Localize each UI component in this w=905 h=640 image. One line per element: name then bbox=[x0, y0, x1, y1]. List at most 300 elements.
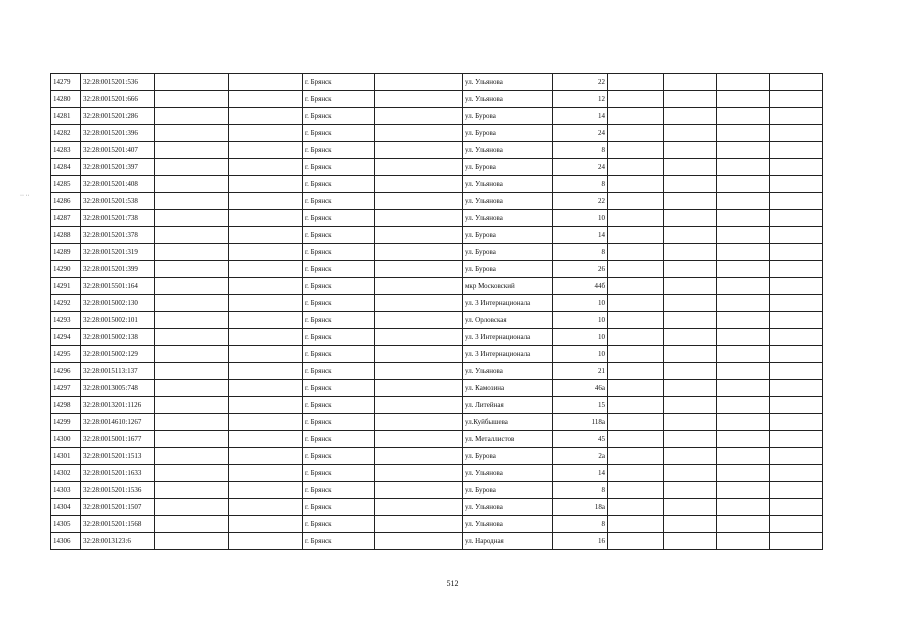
table-cell bbox=[155, 329, 229, 346]
table-cell bbox=[664, 363, 717, 380]
table-cell: г. Брянск bbox=[303, 74, 375, 91]
table-cell: 32:28:0015002:101 bbox=[81, 312, 155, 329]
table-cell: 22 bbox=[553, 74, 608, 91]
table-cell: 45 bbox=[553, 431, 608, 448]
table-cell: 14288 bbox=[51, 227, 81, 244]
table-cell: 14299 bbox=[51, 414, 81, 431]
table-cell bbox=[375, 244, 463, 261]
table-row bbox=[51, 448, 823, 465]
table-cell: г. Брянск bbox=[303, 414, 375, 431]
table-cell bbox=[608, 533, 664, 550]
table-cell bbox=[155, 380, 229, 397]
table-cell: 46а bbox=[553, 380, 608, 397]
table-cell bbox=[717, 91, 770, 108]
table-row bbox=[51, 516, 823, 533]
table-cell bbox=[375, 516, 463, 533]
table-cell bbox=[770, 108, 823, 125]
table-cell: 2а bbox=[553, 448, 608, 465]
table-cell bbox=[664, 108, 717, 125]
table-cell bbox=[664, 142, 717, 159]
table-cell bbox=[770, 431, 823, 448]
table-cell: 14279 bbox=[51, 74, 81, 91]
table-cell bbox=[375, 295, 463, 312]
table-cell: 16 bbox=[553, 533, 608, 550]
table-cell bbox=[229, 414, 303, 431]
table-cell: 14 bbox=[553, 108, 608, 125]
table-cell bbox=[229, 465, 303, 482]
table-row bbox=[51, 295, 823, 312]
table-cell bbox=[608, 363, 664, 380]
table-cell: ул. Литейная bbox=[463, 397, 553, 414]
table-cell bbox=[664, 278, 717, 295]
table-cell bbox=[608, 414, 664, 431]
table-cell: 26 bbox=[553, 261, 608, 278]
table-cell bbox=[608, 295, 664, 312]
table-cell bbox=[770, 312, 823, 329]
table-cell: 32:28:0015201:1513 bbox=[81, 448, 155, 465]
table-row bbox=[51, 261, 823, 278]
table-cell bbox=[717, 227, 770, 244]
table-cell bbox=[717, 431, 770, 448]
table-cell bbox=[155, 227, 229, 244]
table-cell bbox=[770, 193, 823, 210]
table-cell bbox=[717, 295, 770, 312]
table-row bbox=[51, 482, 823, 499]
table-cell bbox=[770, 397, 823, 414]
table-cell bbox=[375, 499, 463, 516]
page-number: 512 bbox=[446, 579, 459, 588]
table-row bbox=[51, 465, 823, 482]
table-cell: 32:28:0015201:738 bbox=[81, 210, 155, 227]
table-cell: 14306 bbox=[51, 533, 81, 550]
table-cell: 32:28:0015201:408 bbox=[81, 176, 155, 193]
table-cell: ул. Бурова bbox=[463, 448, 553, 465]
table-row bbox=[51, 346, 823, 363]
table-cell: ул. 3 Интернационала bbox=[463, 329, 553, 346]
table-cell bbox=[717, 159, 770, 176]
table-cell bbox=[770, 210, 823, 227]
table-cell bbox=[608, 159, 664, 176]
table-row bbox=[51, 176, 823, 193]
table-cell: 32:28:0015113:137 bbox=[81, 363, 155, 380]
table-cell bbox=[608, 431, 664, 448]
table-cell: ул. Орловская bbox=[463, 312, 553, 329]
table-cell bbox=[664, 261, 717, 278]
table-cell bbox=[608, 74, 664, 91]
table-cell bbox=[664, 465, 717, 482]
table-cell: ул. Бурова bbox=[463, 482, 553, 499]
table-row bbox=[51, 414, 823, 431]
table-cell bbox=[155, 176, 229, 193]
table-cell: 32:28:0013201:1126 bbox=[81, 397, 155, 414]
table-cell: 14298 bbox=[51, 397, 81, 414]
table-cell bbox=[717, 74, 770, 91]
table-cell: г. Брянск bbox=[303, 91, 375, 108]
table-cell: ул. Бурова bbox=[463, 108, 553, 125]
table-cell bbox=[375, 210, 463, 227]
table-cell bbox=[229, 125, 303, 142]
table-cell: 32:28:0013123:6 bbox=[81, 533, 155, 550]
table-cell bbox=[770, 533, 823, 550]
table-cell bbox=[608, 210, 664, 227]
table-row bbox=[51, 312, 823, 329]
table-cell bbox=[770, 74, 823, 91]
table-cell bbox=[664, 346, 717, 363]
table-cell bbox=[770, 363, 823, 380]
table-cell bbox=[608, 312, 664, 329]
table-row bbox=[51, 397, 823, 414]
table-row bbox=[51, 210, 823, 227]
table-cell: ул. Ульянова bbox=[463, 193, 553, 210]
table-cell: 14301 bbox=[51, 448, 81, 465]
table-cell bbox=[229, 329, 303, 346]
table-cell: г. Брянск bbox=[303, 482, 375, 499]
table-cell bbox=[608, 142, 664, 159]
table-cell bbox=[717, 397, 770, 414]
table-cell bbox=[608, 125, 664, 142]
table-cell bbox=[229, 159, 303, 176]
table-cell bbox=[229, 261, 303, 278]
table-cell: г. Брянск bbox=[303, 465, 375, 482]
table-cell bbox=[717, 465, 770, 482]
table-cell bbox=[770, 227, 823, 244]
table-cell bbox=[770, 499, 823, 516]
table-cell bbox=[229, 482, 303, 499]
table-cell: г. Брянск bbox=[303, 108, 375, 125]
table-cell bbox=[229, 380, 303, 397]
table-cell bbox=[717, 363, 770, 380]
table-cell bbox=[664, 125, 717, 142]
table-cell: 14281 bbox=[51, 108, 81, 125]
table-cell bbox=[229, 74, 303, 91]
table-cell: 14292 bbox=[51, 295, 81, 312]
table-cell bbox=[375, 329, 463, 346]
table-cell bbox=[155, 397, 229, 414]
table-cell bbox=[155, 295, 229, 312]
table-cell bbox=[770, 516, 823, 533]
table-cell bbox=[155, 210, 229, 227]
table-cell bbox=[375, 414, 463, 431]
table-cell: 12 bbox=[553, 91, 608, 108]
table-cell bbox=[608, 465, 664, 482]
table-row bbox=[51, 278, 823, 295]
table-cell: 14280 bbox=[51, 91, 81, 108]
table-cell bbox=[155, 363, 229, 380]
table-row bbox=[51, 380, 823, 397]
table-cell bbox=[155, 482, 229, 499]
table-cell bbox=[155, 448, 229, 465]
table-cell: г. Брянск bbox=[303, 346, 375, 363]
table-cell bbox=[375, 176, 463, 193]
table-cell: ул. Ульянова bbox=[463, 210, 553, 227]
table-cell bbox=[155, 346, 229, 363]
table-cell: 14282 bbox=[51, 125, 81, 142]
table-cell: ул. 3 Интернационала bbox=[463, 346, 553, 363]
table-cell: 32:28:0015201:407 bbox=[81, 142, 155, 159]
table-cell: 32:28:0015201:1568 bbox=[81, 516, 155, 533]
table-cell bbox=[664, 499, 717, 516]
table-cell bbox=[608, 499, 664, 516]
table-cell: 14303 bbox=[51, 482, 81, 499]
table-cell bbox=[770, 414, 823, 431]
table-cell: 32:28:0015201:536 bbox=[81, 74, 155, 91]
table-cell: г. Брянск bbox=[303, 448, 375, 465]
table-cell bbox=[375, 159, 463, 176]
table-cell bbox=[229, 312, 303, 329]
table-cell bbox=[229, 142, 303, 159]
table-cell bbox=[608, 278, 664, 295]
table-cell bbox=[155, 516, 229, 533]
table-cell bbox=[229, 448, 303, 465]
table-cell: 14 bbox=[553, 227, 608, 244]
table-cell: г. Брянск bbox=[303, 176, 375, 193]
table-cell bbox=[664, 159, 717, 176]
table-cell bbox=[375, 448, 463, 465]
table-cell bbox=[155, 74, 229, 91]
table-cell bbox=[664, 414, 717, 431]
table-cell: г. Брянск bbox=[303, 516, 375, 533]
table-cell: мкр Московский bbox=[463, 278, 553, 295]
table-cell: 14289 bbox=[51, 244, 81, 261]
table-cell bbox=[770, 448, 823, 465]
table-cell bbox=[717, 533, 770, 550]
table-cell: ул. Народная bbox=[463, 533, 553, 550]
table-cell bbox=[717, 499, 770, 516]
table-cell: 10 bbox=[553, 346, 608, 363]
table-cell bbox=[229, 227, 303, 244]
table-cell bbox=[770, 380, 823, 397]
table-cell bbox=[155, 278, 229, 295]
table-cell: 8 bbox=[553, 244, 608, 261]
table-cell bbox=[770, 159, 823, 176]
table-cell: 24 bbox=[553, 159, 608, 176]
table-cell: 14294 bbox=[51, 329, 81, 346]
table-cell: 18а bbox=[553, 499, 608, 516]
table-cell bbox=[608, 176, 664, 193]
table-cell: г. Брянск bbox=[303, 244, 375, 261]
table-cell: 10 bbox=[553, 312, 608, 329]
table-cell: 32:28:0015201:1507 bbox=[81, 499, 155, 516]
table-cell bbox=[229, 346, 303, 363]
table-cell: 8 bbox=[553, 142, 608, 159]
table-cell bbox=[229, 397, 303, 414]
table-cell bbox=[664, 210, 717, 227]
table-cell bbox=[717, 312, 770, 329]
table-cell bbox=[717, 210, 770, 227]
scan-speck: ·· ·· bbox=[20, 193, 30, 199]
table-cell bbox=[375, 380, 463, 397]
table-cell: ул. 3 Интернационала bbox=[463, 295, 553, 312]
table-row bbox=[51, 159, 823, 176]
table-cell: 10 bbox=[553, 329, 608, 346]
table-cell: г. Брянск bbox=[303, 193, 375, 210]
table-cell bbox=[664, 244, 717, 261]
table-cell: 32:28:0015002:138 bbox=[81, 329, 155, 346]
table-cell: 14293 bbox=[51, 312, 81, 329]
table-cell: 118а bbox=[553, 414, 608, 431]
table-cell bbox=[770, 329, 823, 346]
table-cell bbox=[229, 516, 303, 533]
table-cell: г. Брянск bbox=[303, 329, 375, 346]
table-cell: ул. Ульянова bbox=[463, 142, 553, 159]
table-cell bbox=[770, 91, 823, 108]
table-cell: 8 bbox=[553, 516, 608, 533]
table-cell: 15 bbox=[553, 397, 608, 414]
table-cell bbox=[229, 176, 303, 193]
table-cell bbox=[229, 431, 303, 448]
table-cell: г. Брянск bbox=[303, 142, 375, 159]
table-row bbox=[51, 91, 823, 108]
table-cell: 32:28:0015201:666 bbox=[81, 91, 155, 108]
table-cell bbox=[717, 329, 770, 346]
table-cell bbox=[608, 193, 664, 210]
table-cell: г. Брянск bbox=[303, 261, 375, 278]
table-cell bbox=[608, 329, 664, 346]
table-cell: г. Брянск bbox=[303, 499, 375, 516]
table-cell: ул. Ульянова bbox=[463, 363, 553, 380]
table-cell bbox=[664, 91, 717, 108]
table-cell bbox=[229, 108, 303, 125]
table-cell bbox=[770, 176, 823, 193]
table-cell: ул. Ульянова bbox=[463, 465, 553, 482]
table-cell: 32:28:0015001:1677 bbox=[81, 431, 155, 448]
table-row bbox=[51, 244, 823, 261]
table-cell: 32:28:0015201:286 bbox=[81, 108, 155, 125]
table-cell: 32:28:0015201:399 bbox=[81, 261, 155, 278]
table-cell: 14285 bbox=[51, 176, 81, 193]
table-cell: 14 bbox=[553, 465, 608, 482]
table-cell bbox=[664, 380, 717, 397]
table-cell: 32:28:0015002:130 bbox=[81, 295, 155, 312]
table-cell bbox=[717, 108, 770, 125]
table-cell: 32:28:0015201:1633 bbox=[81, 465, 155, 482]
table-cell: 32:28:0015002:129 bbox=[81, 346, 155, 363]
table-cell: ул. Ульянова bbox=[463, 74, 553, 91]
table-cell bbox=[664, 312, 717, 329]
table-cell bbox=[375, 108, 463, 125]
table-cell bbox=[155, 414, 229, 431]
table-cell: 10 bbox=[553, 295, 608, 312]
table-cell bbox=[375, 465, 463, 482]
table-cell: г. Брянск bbox=[303, 159, 375, 176]
table-cell bbox=[608, 397, 664, 414]
table-cell bbox=[375, 482, 463, 499]
table-cell: ул. Бурова bbox=[463, 125, 553, 142]
table-cell: 8 bbox=[553, 176, 608, 193]
table-cell: 10 bbox=[553, 210, 608, 227]
table-cell bbox=[229, 210, 303, 227]
table-cell bbox=[608, 91, 664, 108]
table-cell: 32:28:0015201:378 bbox=[81, 227, 155, 244]
table-cell bbox=[155, 142, 229, 159]
table-cell bbox=[770, 465, 823, 482]
table-cell: г. Брянск bbox=[303, 210, 375, 227]
table-cell bbox=[664, 431, 717, 448]
table-cell: г. Брянск bbox=[303, 363, 375, 380]
table-cell bbox=[717, 176, 770, 193]
table-cell bbox=[664, 397, 717, 414]
table-cell bbox=[229, 363, 303, 380]
table-cell bbox=[664, 176, 717, 193]
table-cell bbox=[375, 278, 463, 295]
table-cell bbox=[155, 261, 229, 278]
table-cell: 14284 bbox=[51, 159, 81, 176]
table-row bbox=[51, 108, 823, 125]
table-row bbox=[51, 363, 823, 380]
table-cell: ул. Ульянова bbox=[463, 91, 553, 108]
table-cell bbox=[229, 295, 303, 312]
table-cell: 14297 bbox=[51, 380, 81, 397]
table-cell bbox=[229, 244, 303, 261]
table-row bbox=[51, 193, 823, 210]
table-cell: г. Брянск bbox=[303, 312, 375, 329]
table-cell bbox=[608, 482, 664, 499]
table-cell: 24 bbox=[553, 125, 608, 142]
table-cell: г. Брянск bbox=[303, 397, 375, 414]
table-cell bbox=[608, 380, 664, 397]
table-cell bbox=[229, 193, 303, 210]
table-cell bbox=[375, 193, 463, 210]
table-cell: 14302 bbox=[51, 465, 81, 482]
table-cell bbox=[664, 227, 717, 244]
table-row bbox=[51, 227, 823, 244]
table-cell: г. Брянск bbox=[303, 125, 375, 142]
table-row bbox=[51, 142, 823, 159]
table-cell: г. Брянск bbox=[303, 533, 375, 550]
table-cell bbox=[155, 465, 229, 482]
table-cell bbox=[717, 346, 770, 363]
table-cell bbox=[155, 244, 229, 261]
table-cell bbox=[608, 261, 664, 278]
table-cell bbox=[155, 108, 229, 125]
table-cell: ул. Бурова bbox=[463, 159, 553, 176]
table-cell bbox=[717, 278, 770, 295]
table-cell bbox=[155, 159, 229, 176]
table-cell bbox=[155, 312, 229, 329]
table-cell bbox=[155, 91, 229, 108]
table-cell: 32:28:0013005:748 bbox=[81, 380, 155, 397]
table-cell bbox=[375, 312, 463, 329]
table-cell bbox=[717, 414, 770, 431]
table-row bbox=[51, 329, 823, 346]
table-cell: ул. Ульянова bbox=[463, 516, 553, 533]
table-cell bbox=[664, 193, 717, 210]
table-cell bbox=[375, 91, 463, 108]
table-cell bbox=[770, 261, 823, 278]
table-cell bbox=[717, 193, 770, 210]
table-body bbox=[51, 74, 823, 550]
table-cell bbox=[664, 516, 717, 533]
table-cell: 14283 bbox=[51, 142, 81, 159]
table-cell: 44б bbox=[553, 278, 608, 295]
table-cell: ул. Металлистов bbox=[463, 431, 553, 448]
table-cell: 14305 bbox=[51, 516, 81, 533]
table-cell bbox=[155, 125, 229, 142]
table-cell: г. Брянск bbox=[303, 380, 375, 397]
table-cell bbox=[770, 142, 823, 159]
table-cell bbox=[608, 346, 664, 363]
table-cell bbox=[375, 363, 463, 380]
table-cell bbox=[608, 244, 664, 261]
table-cell bbox=[717, 142, 770, 159]
table-cell: ул. Бурова bbox=[463, 261, 553, 278]
table-cell: 14296 bbox=[51, 363, 81, 380]
table-cell bbox=[375, 431, 463, 448]
table-cell bbox=[717, 448, 770, 465]
table-cell bbox=[664, 74, 717, 91]
table-cell bbox=[229, 533, 303, 550]
table-cell bbox=[717, 244, 770, 261]
